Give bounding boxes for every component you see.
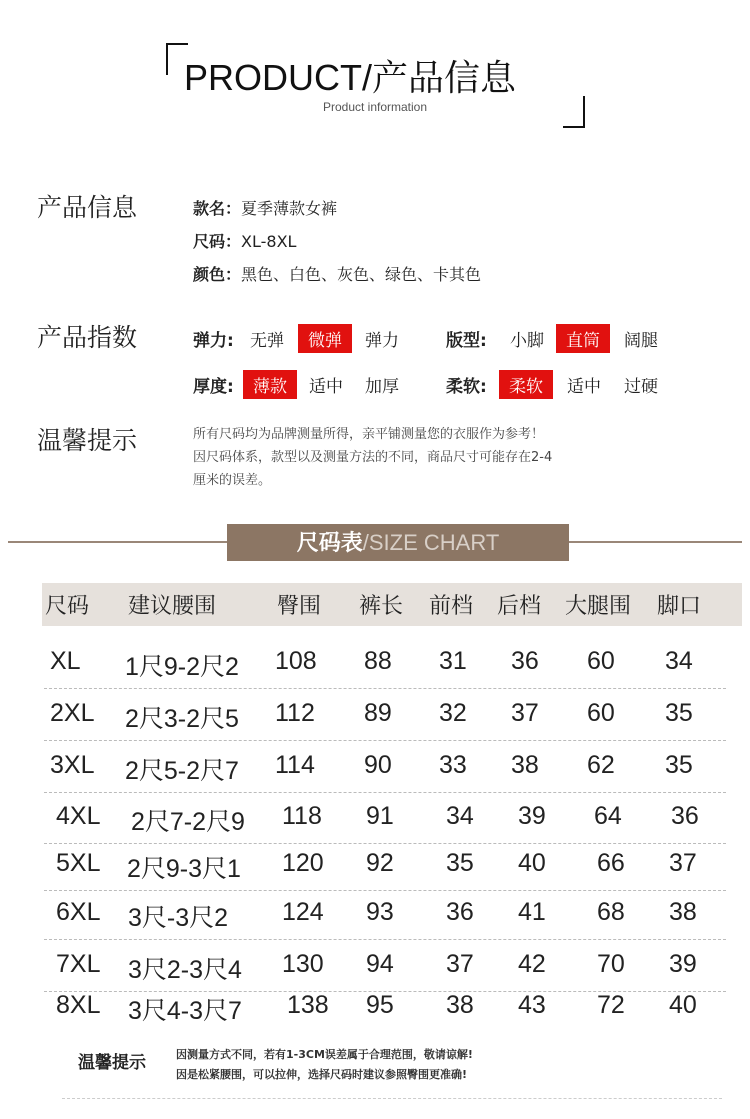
size-label-cell: 8XL [56,991,101,1019]
page-title: PRODUCT/产品信息 [184,57,516,98]
fit-label: 版型: [446,331,487,351]
elasticity-option: 弹力 [365,331,399,351]
table-cell: 124 [282,898,324,926]
info-label: 尺码： [193,232,242,251]
size-label-cell: 4XL [56,802,101,830]
table-cell: 2尺9-3尺1 [127,855,241,883]
elasticity-option-selected: 微弹 [298,324,352,353]
table-cell: 68 [597,898,625,926]
header-corner-bottom-right [563,96,585,128]
size-table-column-header: 脚口 [657,594,702,619]
table-cell: 34 [665,647,693,675]
table-cell: 36 [446,898,474,926]
table-cell: 33 [439,751,467,779]
table-cell: 92 [366,849,394,877]
size-label-cell: 5XL [56,849,101,877]
info-label: 款名： [193,199,242,218]
fit-option-selected: 直筒 [556,324,610,353]
softness-option: 过硬 [624,377,658,397]
table-cell: 1尺9-2尺2 [125,653,239,681]
size-chart-banner [227,524,569,561]
size-table-column-header: 裤长 [359,594,404,619]
table-cell: 138 [287,991,329,1019]
banner-title-cn: 尺码表 [296,531,363,556]
table-cell: 40 [669,991,697,1019]
bottom-note-line: 因是松紧腰围，可以拉伸，选择尺码时建议参照臀围更准确! [176,1068,468,1081]
elasticity-label: 弹力: [193,331,234,351]
size-label-cell: XL [50,647,81,675]
table-cell: 66 [597,849,625,877]
table-cell: 37 [669,849,697,877]
table-cell: 39 [669,950,697,978]
table-cell: 94 [366,950,394,978]
row-separator [44,740,726,741]
row-separator [44,890,726,891]
table-cell: 108 [275,647,317,675]
table-cell: 62 [587,751,615,779]
table-cell: 93 [366,898,394,926]
elasticity-option: 无弹 [250,331,284,351]
size-table-column-header: 大腿围 [565,594,632,619]
table-cell: 37 [511,699,539,727]
bottom-note-title: 温馨提示 [78,1053,146,1073]
info-value: 夏季薄款女裤 [241,199,338,218]
section-title-product-index: 产品指数 [37,323,138,352]
size-table-column-header: 前档 [429,594,474,619]
table-cell: 31 [439,647,467,675]
row-separator [44,688,726,689]
table-cell: 64 [594,802,622,830]
table-cell: 40 [518,849,546,877]
table-cell: 88 [364,647,392,675]
table-cell: 112 [275,699,315,727]
table-cell: 35 [446,849,474,877]
table-cell: 36 [671,802,699,830]
tip-line: 厘米的误差。 [193,473,272,488]
table-cell: 36 [511,647,539,675]
size-label-cell: 6XL [56,898,101,926]
section-title-product-info: 产品信息 [37,193,138,222]
table-cell: 3尺-3尺2 [128,904,229,932]
thickness-option: 适中 [309,377,343,397]
row-separator [44,939,726,940]
page-subtitle: Product information [322,100,428,114]
size-table-column-header: 建议腰围 [128,594,217,619]
info-label: 颜色： [193,265,242,284]
size-label-cell: 7XL [56,950,101,978]
info-line-size [193,229,296,252]
table-cell: 34 [446,802,474,830]
table-cell: 32 [439,699,467,727]
table-cell: 38 [669,898,697,926]
table-cell: 41 [518,898,546,926]
tip-line: 因尺码体系，款型以及测量方法的不同，商品尺寸可能存在2-4 [193,450,553,465]
size-label-cell: 3XL [50,751,95,779]
table-cell: 3尺2-3尺4 [128,956,242,984]
table-cell: 60 [587,647,615,675]
table-cell: 3尺4-3尺7 [128,997,242,1025]
table-cell: 90 [364,751,392,779]
table-cell: 2尺5-2尺7 [125,757,239,785]
table-cell: 2尺7-2尺9 [131,808,245,836]
table-cell: 72 [597,991,625,1019]
table-cell: 35 [665,699,693,727]
bottom-note-line: 因测量方式不同，若有1-3CM误差属于合理范围，敬请谅解! [176,1048,473,1061]
table-cell: 130 [282,950,324,978]
table-cell: 95 [366,991,394,1019]
table-cell: 38 [511,751,539,779]
softness-option: 适中 [567,377,601,397]
size-table-column-header: 后档 [497,594,542,619]
fit-option: 小脚 [510,331,544,351]
table-cell: 89 [364,699,392,727]
section-title-tips: 温馨提示 [37,426,138,455]
info-line-color [193,262,481,285]
softness-label: 柔软: [446,377,487,397]
size-label-cell: 2XL [50,699,95,727]
table-cell: 2尺3-2尺5 [125,705,239,733]
info-line-style-name [193,196,337,219]
table-cell: 38 [446,991,474,1019]
table-cell: 39 [518,802,546,830]
thickness-option-selected: 薄款 [243,370,297,399]
table-cell: 37 [446,950,474,978]
table-cell: 43 [518,991,546,1019]
thickness-label: 厚度: [193,377,234,397]
table-cell: 60 [587,699,615,727]
tip-line: 所有尺码均为品牌测量所得，亲平铺测量您的衣服作为参考！ [193,427,545,442]
table-cell: 120 [282,849,324,877]
bottom-divider [62,1098,722,1099]
table-cell: 118 [282,802,322,830]
row-separator [44,843,726,844]
softness-option-selected: 柔软 [499,370,553,399]
thickness-option: 加厚 [365,377,399,397]
size-table-column-header: 尺码 [45,594,90,619]
table-cell: 114 [275,751,315,779]
table-cell: 70 [597,950,625,978]
info-value: XL-8XL [241,232,297,251]
size-table-column-header: 臀围 [277,594,322,619]
fit-option: 阔腿 [624,331,658,351]
table-cell: 91 [366,802,394,830]
info-value: 黑色、白色、灰色、绿色、卡其色 [241,265,482,284]
table-cell: 35 [665,751,693,779]
row-separator [44,792,726,793]
banner-title-en: /SIZE CHART [362,530,500,555]
table-cell: 42 [518,950,546,978]
